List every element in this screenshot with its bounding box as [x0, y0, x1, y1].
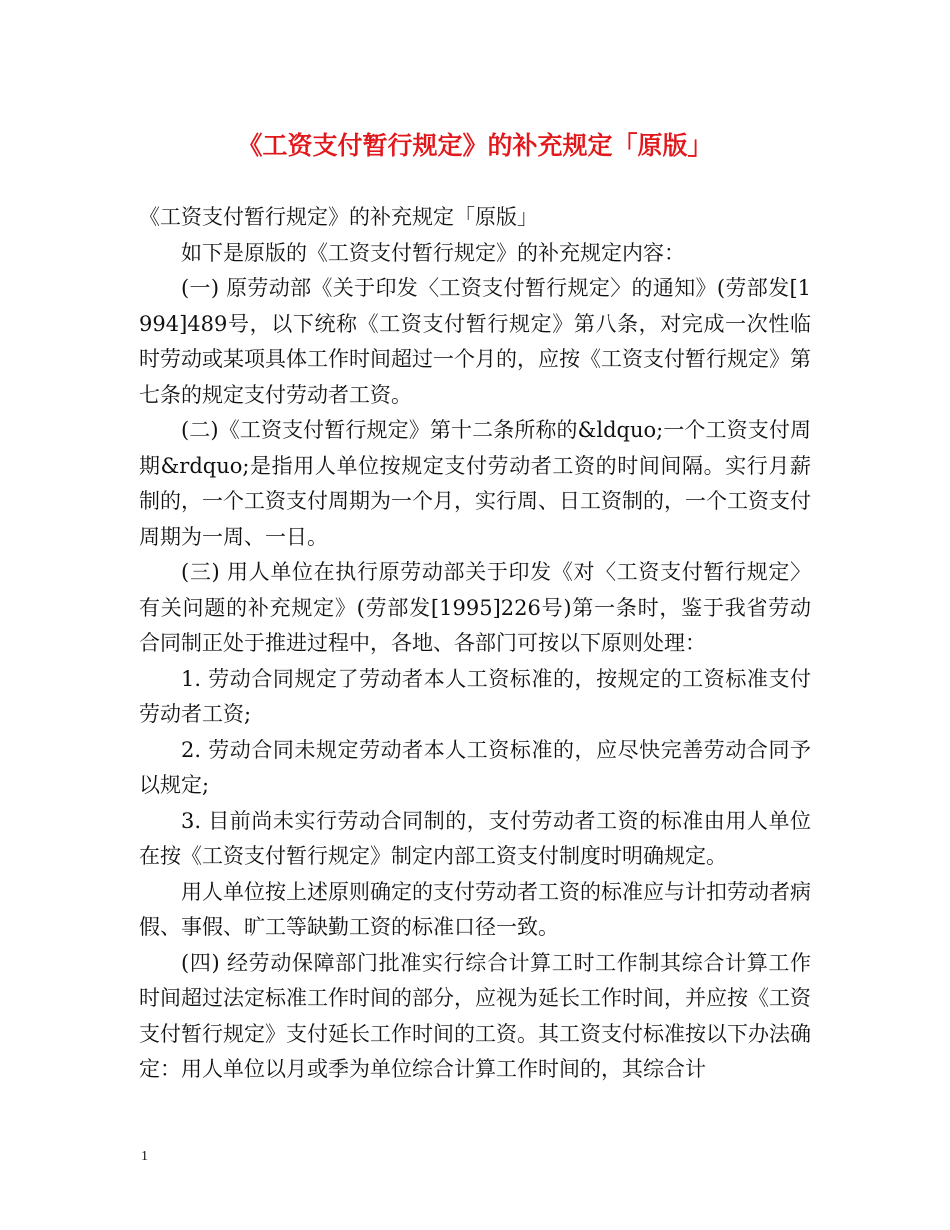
- paragraph-standard-note: 用人单位按上述原则确定的支付劳动者工资的标准应与计扣劳动者病假、事假、旷工等缺勤工资的标准口径一致。: [139, 879, 811, 939]
- paragraph-item-4: (四) 经劳动保障部门批准实行综合计算工时工作制其综合计算工作时间超过法定标准工作时间的部分，应视为延长工作时间，并应按《工资支付暂行规定》支付延长工作时间的工资。其工资支付标准按以下办法确定：用人单位以月或季为单位综合计算工作时间的，其综合计: [139, 950, 811, 1081]
- page-number: 1: [141, 1149, 148, 1164]
- paragraph-intro: 如下是原版的《工资支付暂行规定》的补充规定内容：: [181, 240, 685, 265]
- paragraph-subitem-1: 1. 劳动合同规定了劳动者本人工资标准的，按规定的工资标准支付劳动者工资;: [139, 666, 811, 726]
- paragraph-subitem-3: 3. 目前尚未实行劳动合同制的，支付劳动者工资的标准由用人单位在按《工资支付暂行规定》制定内部工资支付制度时明确规定。: [139, 808, 811, 868]
- document-body: [139, 200, 811, 1088]
- document-title: 《工资支付暂行规定》的补充规定「原版」: [237, 131, 713, 160]
- paragraph-subitem-2: 2. 劳动合同未规定劳动者本人工资标准的，应尽快完善劳动合同予以规定;: [139, 737, 811, 797]
- paragraph-item-3: (三) 用人单位在执行原劳动部关于印发《对〈工资支付暂行规定〉有关问题的补充规定》(劳部发[1995]226号)第一条时，鉴于我省劳动合同制正处于推进过程中，各地、各部门可按以下原则处理：: [139, 560, 811, 655]
- paragraph-item-1: (一) 原劳动部《关于印发〈工资支付暂行规定〉的通知》(劳部发[1994]489号，以下统称《工资支付暂行规定》第八条，对完成一次性临时劳动或某项具体工作时间超过一个月的，应按《工资支付暂行规定》第七条的规定支付劳动者工资。: [139, 276, 811, 407]
- paragraph-item-2: (二)《工资支付暂行规定》第十二条所称的&ldquo;一个工资支付周期&rdquo;是指用人单位按规定支付劳动者工资的时间间隔。实行月薪制的，一个工资支付周期为一个月，实行周、日工资制的，一个工资支付周期为一周、一日。: [139, 418, 811, 549]
- paragraph-heading: 《工资支付暂行规定》的补充规定「原版」: [139, 205, 538, 229]
